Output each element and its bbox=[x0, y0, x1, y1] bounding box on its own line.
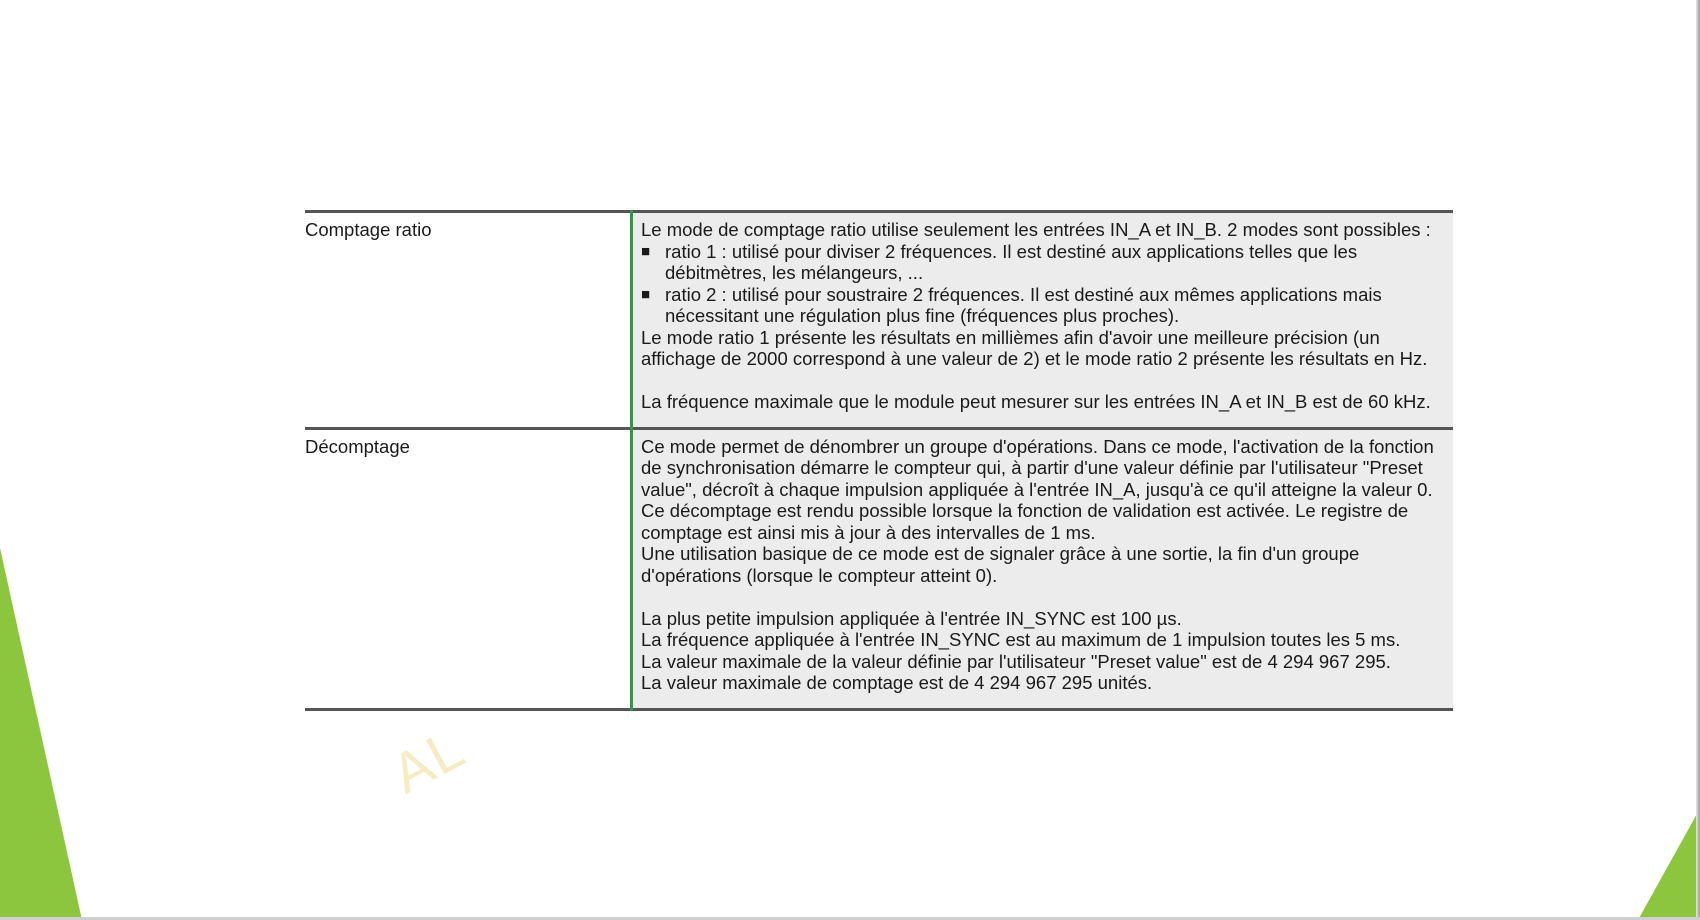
table-row bbox=[305, 428, 1453, 709]
paragraph: La plus petite impulsion appliquée à l'entrée IN_SYNC est 100 µs. bbox=[641, 607, 1182, 629]
paragraph-gap bbox=[641, 370, 1439, 392]
bullet-text: ratio 1 : utilisé pour diviser 2 fréquences. Il est destiné aux applications telles que les débitmètres, les mélangeurs, ... bbox=[665, 240, 1358, 283]
paragraph: Le mode de comptage ratio utilise seulement les entrées IN_A et IN_B. 2 modes sont possibles : bbox=[641, 219, 1431, 240]
paragraph: La fréquence appliquée à l'entrée IN_SYNC est au maximum de 1 impulsion toutes les 5 ms. bbox=[641, 629, 1401, 650]
paragraph: Le mode ratio 1 présente les résultats en millièmes afin d'avoir une meilleure précision (un affichage de 2000 correspond à une valeur de 2) et le mode ratio 2 présente les résultats en Hz. bbox=[641, 326, 1428, 369]
bullet-item bbox=[641, 241, 1439, 284]
table-row bbox=[305, 212, 1453, 429]
row-content bbox=[632, 428, 1454, 709]
bullet-item bbox=[641, 284, 1439, 327]
right-green-accent bbox=[1638, 812, 1698, 920]
row-label: Décomptage bbox=[305, 428, 632, 709]
slide-right-edge bbox=[1696, 0, 1700, 920]
row-label: Comptage ratio bbox=[305, 212, 632, 429]
paragraph: La fréquence maximale que le module peut mesurer sur les entrées IN_A et IN_B est de 60 kHz. bbox=[641, 391, 1431, 412]
paragraph: La valeur maximale de la valeur définie par l'utilisateur "Preset value" est de 4 294 967 295. bbox=[641, 650, 1391, 672]
bullet-square-icon: ■ bbox=[641, 285, 651, 303]
mode-description-table bbox=[305, 210, 1453, 711]
watermark: AL bbox=[381, 715, 476, 806]
bullet-text: ratio 2 : utilisé pour soustraire 2 fréquences. Il est destiné aux mêmes applications mais nécessitant une régulation plus fine (fréquences plus proches). bbox=[665, 283, 1382, 326]
paragraph: La valeur maximale de comptage est de 4 294 967 295 unités. bbox=[641, 672, 1153, 693]
bullet-square-icon: ■ bbox=[641, 242, 651, 260]
row-content bbox=[632, 212, 1454, 429]
left-green-accent bbox=[0, 548, 82, 920]
paragraph: Une utilisation basique de ce mode est de signaler grâce à une sortie, la fin d'un groupe d'opérations (lorsque le compteur atteint 0). bbox=[641, 543, 1360, 586]
paragraph-gap bbox=[641, 586, 1439, 608]
paragraph: Ce mode permet de dénombrer un groupe d'opérations. Dans ce mode, l'activation de la fonction de synchronisation démarre le compteur qui, à partir d'une valeur définie par l'utilisateur "Preset value", décroît à chaque impulsion appliquée à l'entrée IN_A, jusqu'à ce qu'il atteigne la valeur 0. Ce décomptage est rendu possible lorsque la fonction de validation est activée. Le registre de comptage est ainsi mis à jour à des intervalles de 1 ms. bbox=[641, 435, 1434, 543]
